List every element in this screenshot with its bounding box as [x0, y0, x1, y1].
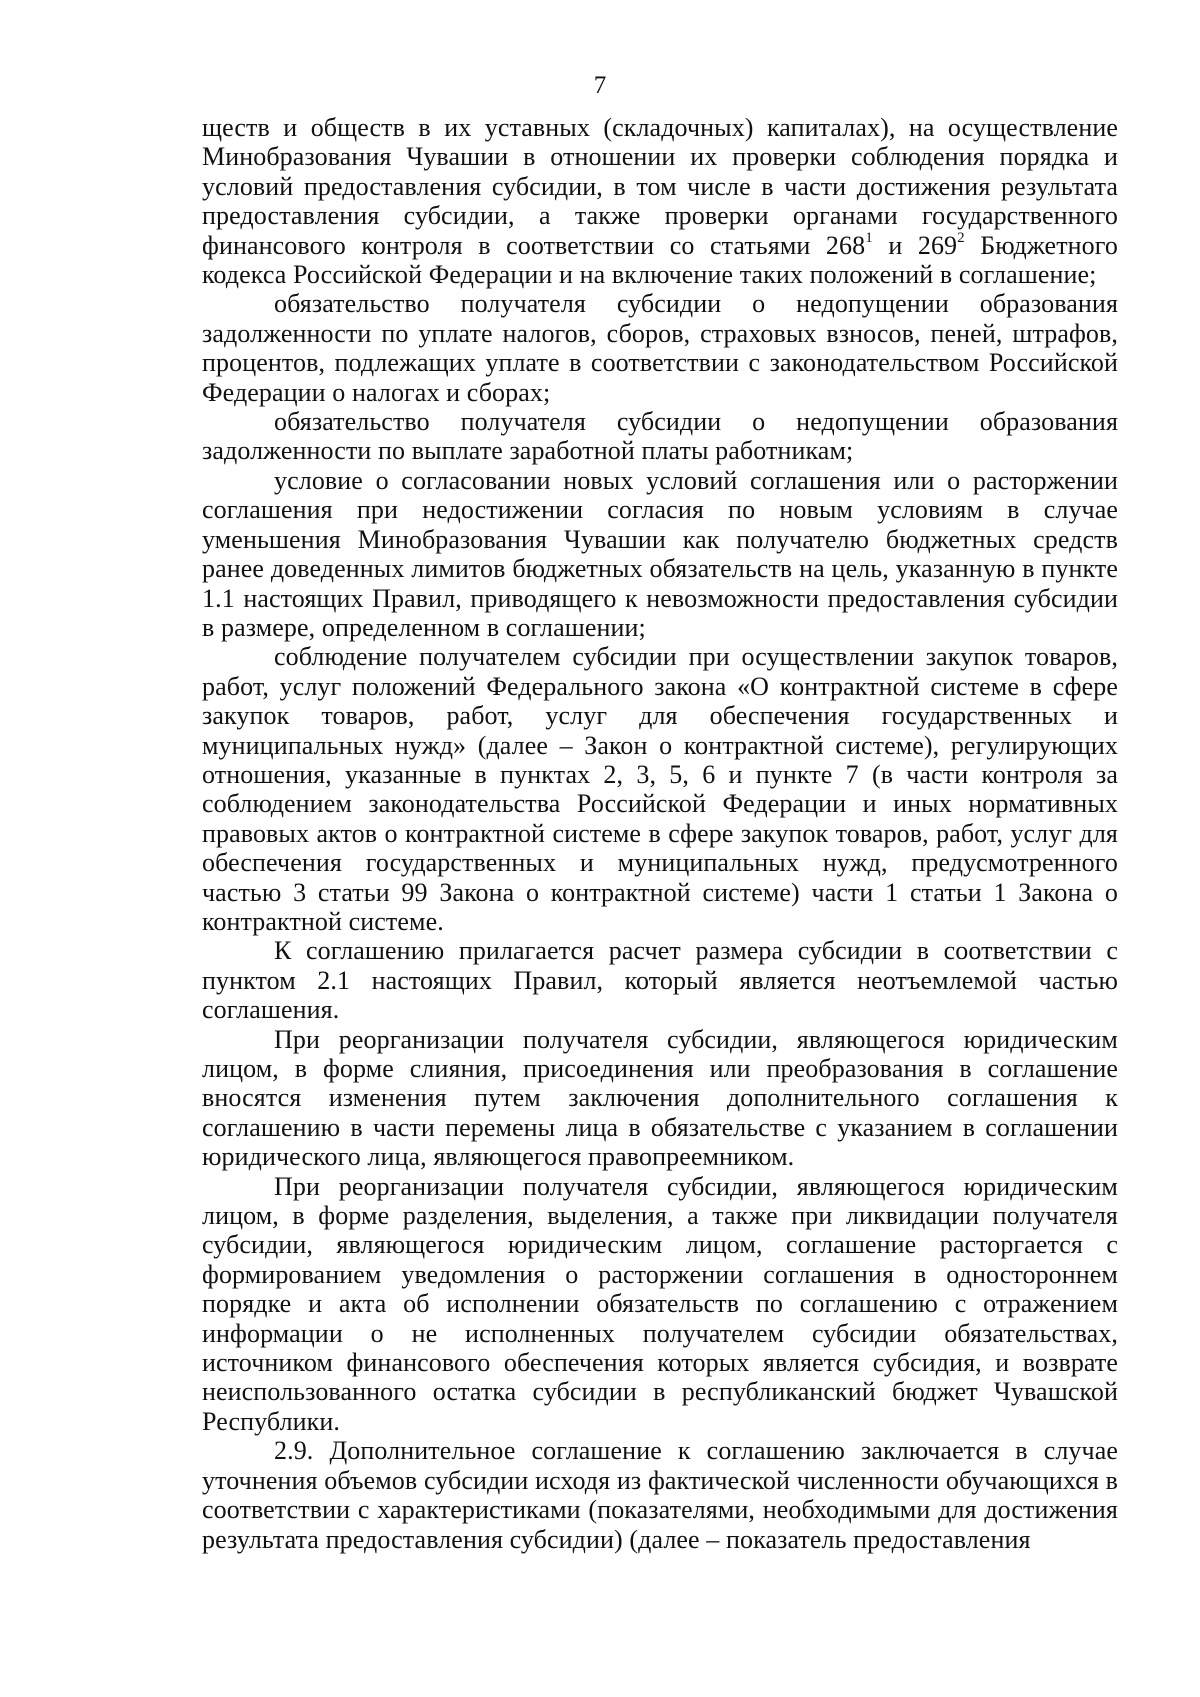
paragraph-1-end: Бюджетного кодекса Российской Федерации и на включение таких положений в соглашение; [202, 230, 1118, 290]
paragraph-5: соблюдение получателем субсидии при осуществлении закупок товаров, работ, услуг положений Федерального закона «О контрактной системе в сфере закупок товаров, работ, услуг для обеспечения государственных и муниципальных нужд» (далее – Закон о контрактной системе), регулирующих отношения, указанные в пунктах 2, 3, 5, 6 и пункте 7 (в части контроля за соблюдением законодательства Российской Федерации и иных нормативных правовых актов о контрактной системе в сфере закупок товаров, работ, услуг для обеспечения государственных и муниципальных нужд, предусмотренного частью 3 статьи 99 Закона о контрактной системе) части 1 статьи 1 Закона о контрактной системе. [202, 642, 1118, 936]
paragraph-1-mid: и 269 [872, 230, 958, 260]
paragraph-7: При реорганизации получателя субсидии, являющегося юридическим лицом, в форме слияния, присоединения или преобразования в соглашение вносятся изменения путем заключения дополнительного соглашения к соглашению в части перемены лица в обязательстве с указанием в соглашении юридического лица, являющегося правопреемником. [202, 1024, 1118, 1172]
paragraph-6: К соглашению прилагается расчет размера субсидии в соответствии с пунктом 2.1 настоящих Правил, который является неотъемлемой частью соглашения. [202, 936, 1118, 1025]
superscript-1: 1 [865, 229, 873, 246]
paragraph-3: обязательство получателя субсидии о недопущении образования задолженности по выплате заработной платы работникам; [202, 407, 1118, 466]
paragraph-4: условие о согласовании новых условий соглашения или о расторжении соглашения при недостижении согласия по новым условиям в случае уменьшения Минобразования Чувашии как получателю бюджетных средств ранее доведенных лимитов бюджетных обязательств на цель, указанную в пункте 1.1 настоящих Правил, приводящего к невозможности предоставления субсидии в размере, определенном в соглашении; [202, 465, 1118, 642]
paragraph-8: При реорганизации получателя субсидии, являющегося юридическим лицом, в форме разделения, выделения, а также при ликвидации получателя субсидии, являющегося юридическим лицом, соглашение расторгается с формированием уведомления о расторжении соглашения в одностороннем порядке и акта об исполнении обязательств по соглашению с отражением информации о не исполненных получателем субсидии обязательствах, источником финансового обеспечения которых является субсидия, и возврате неиспользованного остатка субсидии в республиканский бюджет Чувашской Республики. [202, 1171, 1118, 1436]
document-body [202, 113, 1118, 1554]
paragraph-1 [202, 113, 1118, 289]
paragraph-2: обязательство получателя субсидии о недопущении образования задолженности по уплате налогов, сборов, страховых взносов, пеней, штрафов, процентов, подлежащих уплате в соответствии с законодательством Российской Федерации о налогах и сборах; [202, 289, 1118, 407]
page-number: 7 [593, 72, 607, 99]
superscript-2: 2 [957, 229, 965, 246]
paragraph-9: 2.9. Дополнительное соглашение к соглашению заключается в случае уточнения объемов субсидии исходя из фактической численности обучающихся в соответствии с характеристиками (показателями, необходимыми для достижения результата предоставления субсидии) (далее – показатель предоставления [202, 1436, 1118, 1554]
paragraph-1-text: ществ и обществ в их уставных (складочных) капиталах), на осуществление Минобразования Чувашии в отношении их проверки соблюдения порядка и условий предоставления субсидии, в том числе в части достижения результата предоставления субсидии, а также проверки органами государственного финансового контроля в соответствии со статьями 268 [202, 113, 1118, 260]
